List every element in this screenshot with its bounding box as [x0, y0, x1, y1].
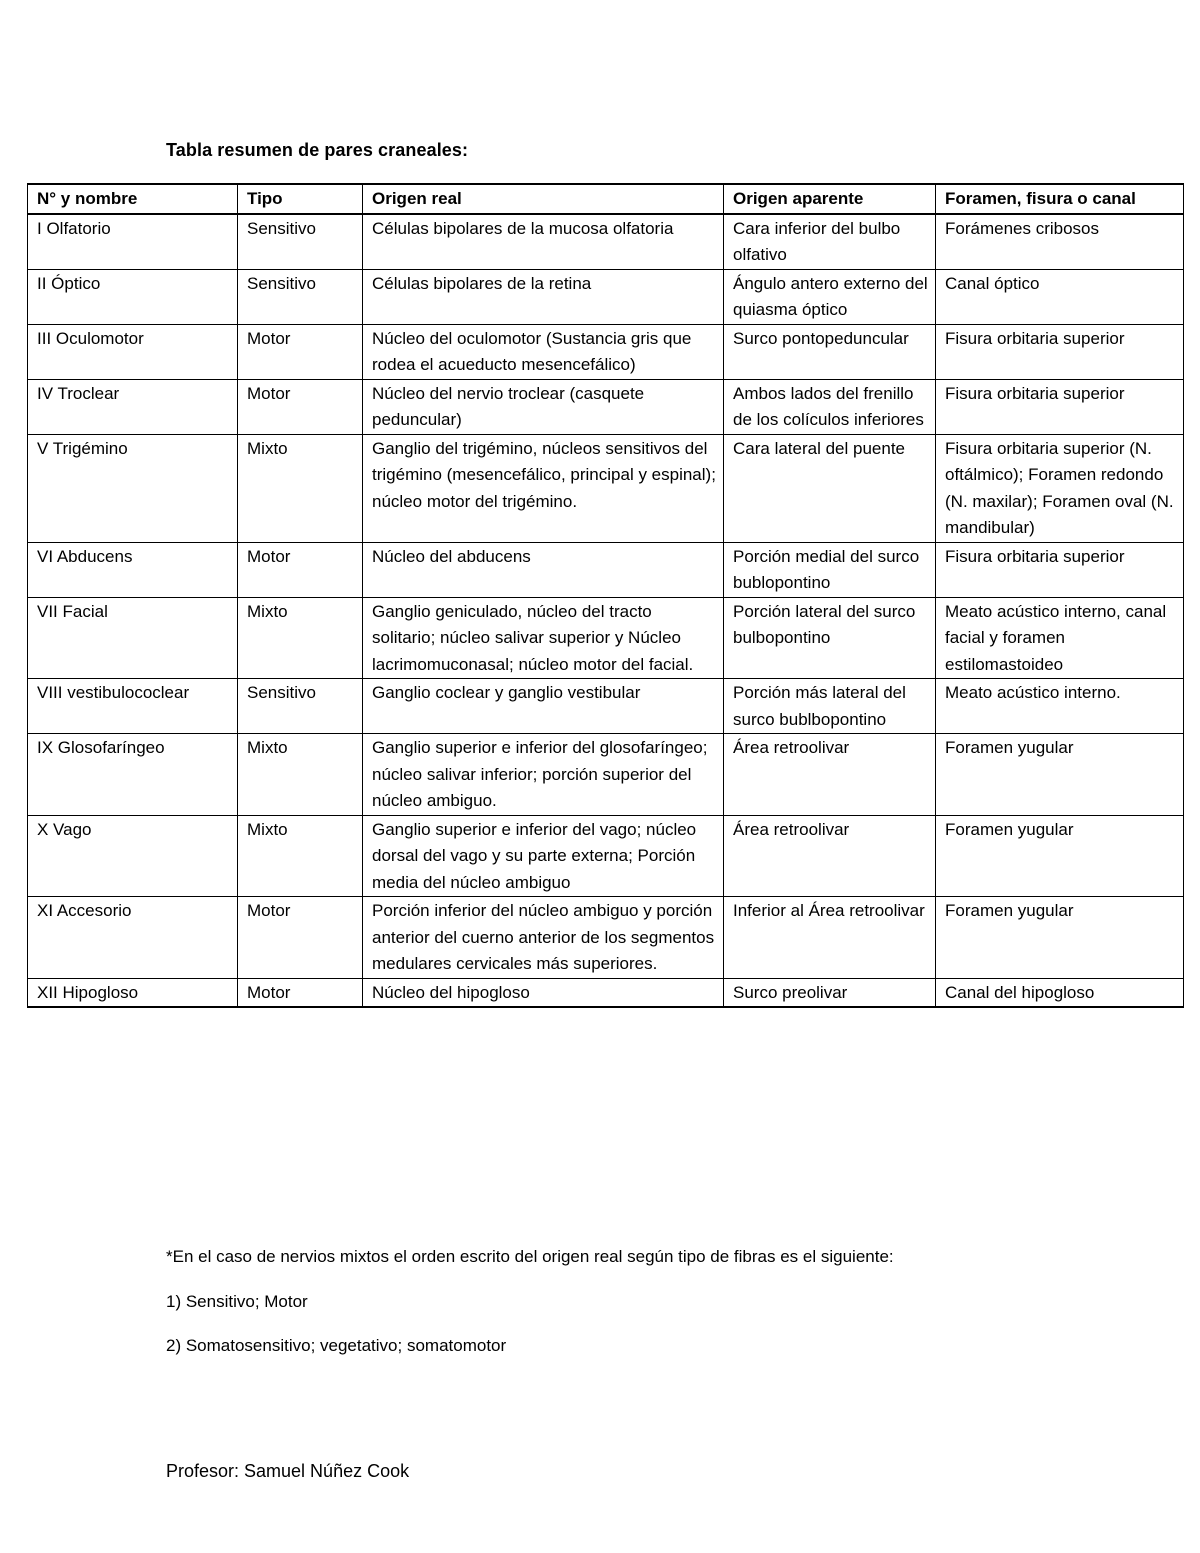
table-row: [28, 542, 1184, 597]
cell-origen-real: Ganglio del trigémino, núcleos sensitivos del trigémino (mesencefálico, principal y espinal); núcleo motor del trigémino.: [363, 434, 724, 542]
cell-origen-aparente: Porción lateral del surco bulbopontino: [724, 597, 936, 679]
cell-nombre: IX Glosofaríngeo: [28, 734, 238, 816]
cell-origen-aparente: Surco pontopeduncular: [724, 324, 936, 379]
table-row: [28, 734, 1184, 816]
table-body: [28, 214, 1184, 1008]
cranial-nerves-table: [27, 183, 1184, 1008]
cell-origen-aparente: Ambos lados del frenillo de los colículos inferiores: [724, 379, 936, 434]
cell-origen-real: Porción inferior del núcleo ambiguo y porción anterior del cuerno anterior de los segmentos medulares cervicales más superiores.: [363, 897, 724, 979]
cell-origen-aparente: Ángulo antero externo del quiasma óptico: [724, 269, 936, 324]
cell-nombre: I Olfatorio: [28, 214, 238, 270]
cell-foramen: Foramen yugular: [936, 734, 1184, 816]
cell-nombre: X Vago: [28, 815, 238, 897]
cell-origen-real: Núcleo del hipogloso: [363, 978, 724, 1007]
cell-nombre: XII Hipogloso: [28, 978, 238, 1007]
cell-origen-real: Ganglio superior e inferior del vago; núcleo dorsal del vago y su parte externa; Porción media del núcleo ambiguo: [363, 815, 724, 897]
cell-origen-aparente: Área retroolivar: [724, 734, 936, 816]
cell-foramen: Meato acústico interno, canal facial y foramen estilomastoideo: [936, 597, 1184, 679]
cell-foramen: Fisura orbitaria superior: [936, 542, 1184, 597]
table-row: [28, 815, 1184, 897]
cell-foramen: Meato acústico interno.: [936, 679, 1184, 734]
cell-tipo: Mixto: [238, 734, 363, 816]
page-title: Tabla resumen de pares craneales:: [166, 140, 469, 160]
cell-tipo: Sensitivo: [238, 269, 363, 324]
note-item-1: 1) Sensitivo; Motor: [166, 1292, 308, 1311]
table-row: [28, 324, 1184, 379]
cell-origen-aparente: Inferior al Área retroolivar: [724, 897, 936, 979]
cell-origen-real: Células bipolares de la retina: [363, 269, 724, 324]
table-row: [28, 597, 1184, 679]
cell-nombre: VII Facial: [28, 597, 238, 679]
cell-tipo: Motor: [238, 379, 363, 434]
cell-origen-aparente: Cara inferior del bulbo olfativo: [724, 214, 936, 270]
table-row: [28, 379, 1184, 434]
cell-origen-aparente: Surco preolivar: [724, 978, 936, 1007]
cell-origen-aparente: Porción medial del surco bublopontino: [724, 542, 936, 597]
cell-tipo: Motor: [238, 897, 363, 979]
table-header-row: [28, 184, 1184, 214]
cell-tipo: Motor: [238, 978, 363, 1007]
cell-foramen: Forámenes cribosos: [936, 214, 1184, 270]
table-row: [28, 269, 1184, 324]
cell-nombre: IV Troclear: [28, 379, 238, 434]
cell-nombre: V Trigémino: [28, 434, 238, 542]
cell-origen-real: Núcleo del nervio troclear (casquete peduncular): [363, 379, 724, 434]
cell-origen-real: Núcleo del abducens: [363, 542, 724, 597]
table-row: [28, 679, 1184, 734]
cell-tipo: Mixto: [238, 815, 363, 897]
header-foramen: Foramen, fisura o canal: [936, 184, 1184, 214]
cell-nombre: III Oculomotor: [28, 324, 238, 379]
cell-foramen: Canal del hipogloso: [936, 978, 1184, 1007]
cell-foramen: Fisura orbitaria superior (N. oftálmico); Foramen redondo (N. maxilar); Foramen oval (N. mandibular): [936, 434, 1184, 542]
cell-origen-real: Ganglio superior e inferior del glosofaríngeo; núcleo salivar inferior; porción superior del núcleo ambiguo.: [363, 734, 724, 816]
cell-tipo: Mixto: [238, 434, 363, 542]
header-origen-aparente: Origen aparente: [724, 184, 936, 214]
cell-tipo: Mixto: [238, 597, 363, 679]
cell-foramen: Fisura orbitaria superior: [936, 379, 1184, 434]
cell-nombre: VI Abducens: [28, 542, 238, 597]
cell-foramen: Foramen yugular: [936, 897, 1184, 979]
header-nombre: N° y nombre: [28, 184, 238, 214]
cell-nombre: II Óptico: [28, 269, 238, 324]
cell-tipo: Motor: [238, 542, 363, 597]
cell-origen-real: Ganglio coclear y ganglio vestibular: [363, 679, 724, 734]
header-tipo: Tipo: [238, 184, 363, 214]
cell-foramen: Foramen yugular: [936, 815, 1184, 897]
table-row: [28, 214, 1184, 270]
cell-tipo: Sensitivo: [238, 679, 363, 734]
cell-foramen: Fisura orbitaria superior: [936, 324, 1184, 379]
cell-origen-real: Células bipolares de la mucosa olfatoria: [363, 214, 724, 270]
cell-origen-real: Ganglio geniculado, núcleo del tracto solitario; núcleo salivar superior y Núcleo lacrimomuconasal; núcleo motor del facial.: [363, 597, 724, 679]
table-row: [28, 978, 1184, 1007]
cell-nombre: XI Accesorio: [28, 897, 238, 979]
note-item-2: 2) Somatosensitivo; vegetativo; somatomotor: [166, 1336, 507, 1355]
mixed-nerves-note: *En el caso de nervios mixtos el orden escrito del origen real según tipo de fibras es el siguiente:: [166, 1247, 894, 1266]
cell-origen-aparente: Porción más lateral del surco bublbopontino: [724, 679, 936, 734]
cell-nombre: VIII vestibulococlear: [28, 679, 238, 734]
cell-origen-aparente: Área retroolivar: [724, 815, 936, 897]
header-origen-real: Origen real: [363, 184, 724, 214]
cell-origen-aparente: Cara lateral del puente: [724, 434, 936, 542]
professor-credit: Profesor: Samuel Núñez Cook: [166, 1461, 410, 1481]
table-row: [28, 897, 1184, 979]
cell-foramen: Canal óptico: [936, 269, 1184, 324]
table-row: [28, 434, 1184, 542]
cell-tipo: Motor: [238, 324, 363, 379]
cell-origen-real: Núcleo del oculomotor (Sustancia gris que rodea el acueducto mesencefálico): [363, 324, 724, 379]
cell-tipo: Sensitivo: [238, 214, 363, 270]
